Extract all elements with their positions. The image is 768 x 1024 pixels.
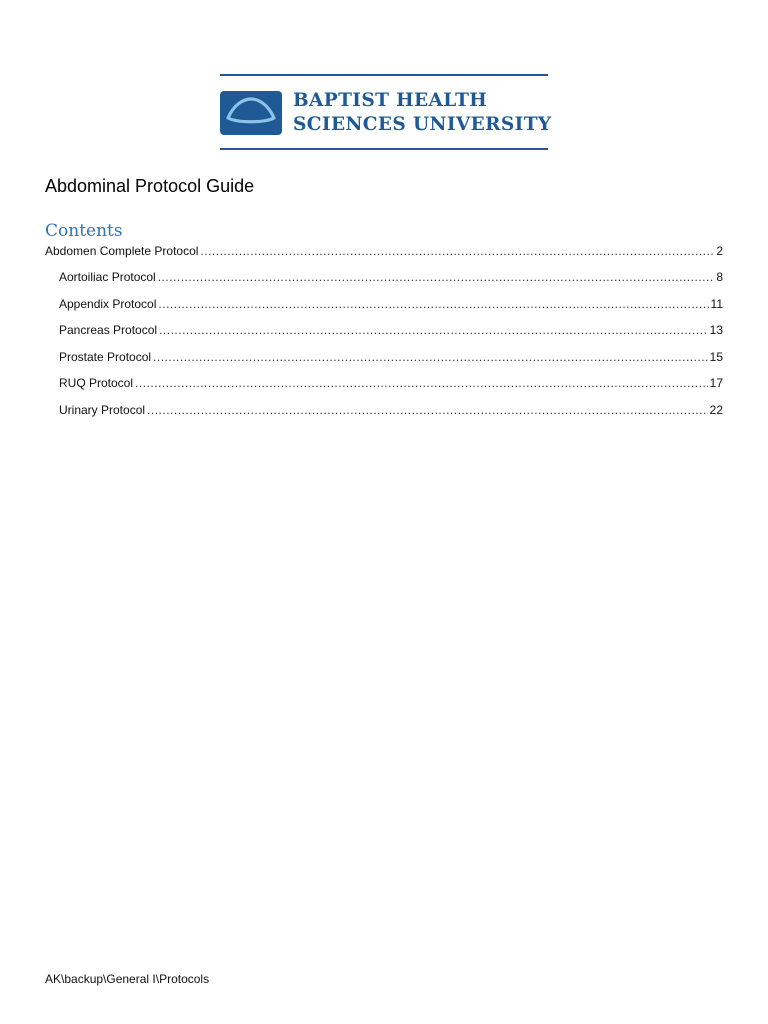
toc-entry-label: Abdomen Complete Protocol: [45, 244, 199, 258]
logo-top-rule: [220, 74, 548, 76]
toc-entry-page: 17: [709, 376, 723, 391]
toc-entry-appendix[interactable]: [45, 297, 723, 324]
table-of-contents: [45, 244, 723, 430]
document-title: Abdominal Protocol Guide: [45, 176, 255, 196]
logo-bottom-rule: [220, 148, 548, 150]
toc-entry-pancreas[interactable]: [45, 323, 723, 350]
university-logo: [220, 74, 552, 152]
toc-entry-abdomen-complete[interactable]: [45, 244, 723, 270]
contents-heading: Contents: [45, 221, 123, 241]
toc-leader-dots: [158, 297, 708, 311]
logo-line-1: BAPTIST HEALTH: [293, 90, 488, 111]
toc-entry-urinary[interactable]: [45, 403, 723, 430]
toc-leader-dots: [147, 403, 708, 417]
toc-leader-dots: [200, 244, 714, 258]
toc-entry-page: 13: [709, 323, 723, 338]
toc-entry-page: 2: [716, 244, 723, 258]
logo-line-2: SCIENCES UNIVERSITY: [293, 114, 552, 135]
toc-leader-dots: [135, 376, 708, 390]
toc-entry-page: 11: [710, 296, 723, 311]
toc-leader-dots: [158, 270, 715, 284]
toc-entry-label: Urinary Protocol: [59, 402, 146, 417]
toc-entry-page: 22: [709, 402, 723, 417]
logo-wordmark: [293, 89, 552, 137]
toc-leader-dots: [153, 350, 708, 364]
toc-entry-page: 8: [716, 270, 723, 284]
toc-entry-ruq[interactable]: [45, 376, 723, 403]
baptist-health-emblem-icon: [220, 91, 282, 135]
toc-leader-dots: [159, 323, 708, 337]
toc-entry-label: Prostate Protocol: [59, 349, 152, 364]
toc-entry-label: Pancreas Protocol: [59, 323, 158, 338]
toc-entry-prostate[interactable]: [45, 350, 723, 377]
toc-entry-label: RUQ Protocol: [59, 376, 134, 391]
toc-entry-label: Appendix Protocol: [59, 296, 157, 311]
toc-entry-page: 15: [709, 349, 723, 364]
footer-file-path: AK\backup\General I\Protocols: [45, 972, 210, 986]
toc-entry-label: Aortoiliac Protocol: [59, 270, 156, 284]
toc-entry-aortoiliac[interactable]: [45, 270, 723, 297]
